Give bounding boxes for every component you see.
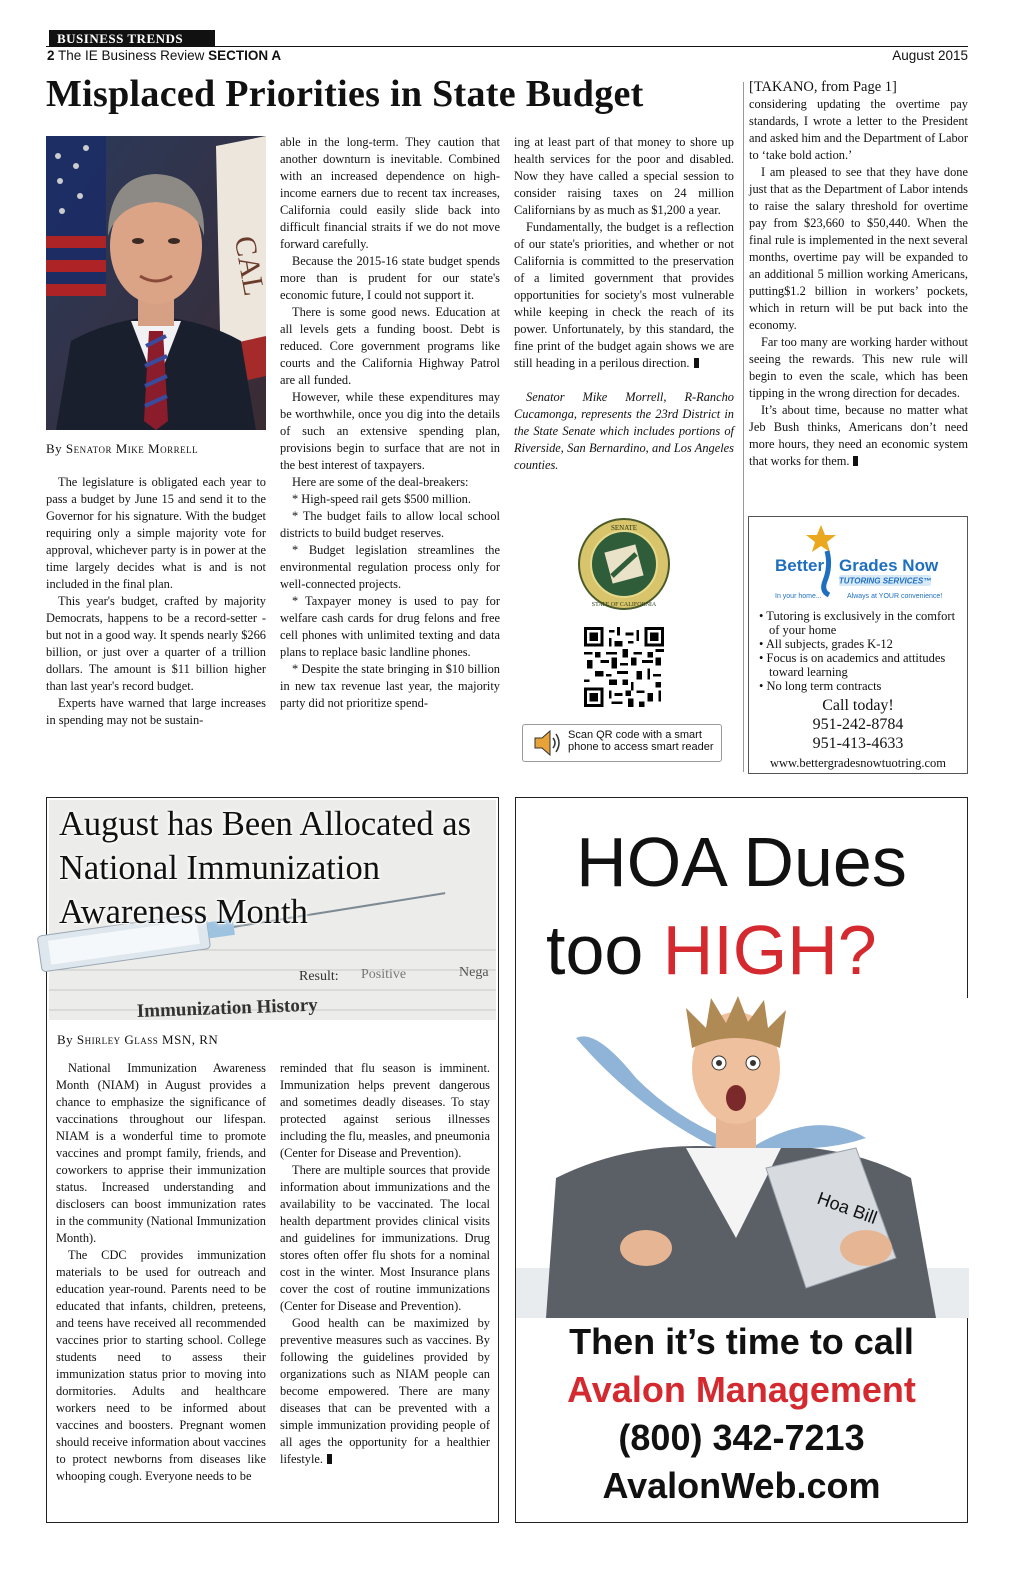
budget-byline: By Senator Mike Morrell [46, 441, 199, 456]
list-item: • No long term contracts [759, 679, 882, 693]
qr-caption: Scan QR code with a smart phone to access smart reader [568, 729, 714, 753]
svg-text:TUTORING SERVICES™: TUTORING SERVICES™ [838, 576, 932, 586]
end-mark [694, 358, 699, 368]
call-today: Call today! [822, 697, 894, 714]
svg-text:CAL: CAL [227, 233, 271, 299]
page-number: 2 [47, 48, 55, 63]
issue-date: August 2015 [892, 48, 968, 63]
website-link[interactable]: AvalonWeb.com [602, 1465, 881, 1506]
company-name: Avalon Management [567, 1369, 916, 1410]
author-name: Senator Mike Morrell [65, 441, 199, 456]
tutoring-ad[interactable] [748, 516, 968, 774]
end-mark [327, 1454, 332, 1464]
svg-text:Nega: Nega [459, 965, 489, 980]
svg-text:In your home...: In your home... [775, 593, 822, 600]
hoa-title-line2: too HIGH? [546, 911, 877, 989]
phone-number[interactable]: (800) 342-7213 [618, 1417, 865, 1458]
end-mark [853, 456, 858, 466]
list-item: • Tutoring is exclusively in the comfort of your home [759, 609, 956, 637]
list-item: • All subjects, grades K-12 [759, 637, 893, 651]
svg-text:STATE OF CALIFORNIA: STATE OF CALIFORNIA [591, 602, 657, 608]
speaker-icon [531, 728, 563, 758]
budget-column-3: ing at least part of that money to shore up health services for the poor and disabled. Now they have called a special session to consider raising taxes on 24 million Californians by as much as $1,200 a year. Fundamentally, the budget is a reflection of our state's priorities, and whether or not California is committed to the preservation of a limited government that provides opportunities for society's most vulnerable while keeping in check the reach of its power. Unfortunately, by this standard, the fine print of the budget again shows we are still heading in a perilous direction. Senator Mike Morrell, R-Rancho Cucamonga, represents the 23rd District in the State Senate which includes portions of Riverside, San Bernardino, and Los Angeles counties. [514, 135, 734, 472]
section-label: BUSINESS TRENDS [49, 30, 215, 46]
hoa-ad[interactable] [515, 797, 968, 1523]
budget-column-1: The legislature is obligated each year to pass a budget by June 15 and send it to the Governor for his signature. With the budget requiring only a simple majority vote for approval, whichever party is in power at the time largely decides what is and is not included in the final plan. This year's budget, crafted by majority Democrats, happens to be a record-setter - but not in a good way. It spends nearly $266 billion, or just over a quarter of a trillion dollars. The amount is $11 billion higher than last year's record budget. Experts have warned that large increases in spending may not be sustain- [46, 475, 266, 727]
better-grades-logo [769, 521, 949, 603]
tutor-bullet-list [757, 609, 963, 693]
article-headline: Misplaced Priorities in State Budget [46, 73, 644, 115]
immunization-article [46, 797, 499, 1523]
svg-text:Hoa Bill: Hoa Bill [814, 1187, 880, 1228]
immunization-title: August has Been Allocated as National Immunization Awareness Month [59, 805, 471, 931]
immunization-column-1: National Immunization Awareness Month (NIAM) in August provides a chance to emphasize the significance of vaccinations throughout our lifespan. NIAM is a wonderful time to promote vaccines and prompt family, friends, and coworkers to apprise their immunization status. Increased understanding and disclosers can boost immunization rates in the community (National Immunization Month). The CDC provides immunization materials to be used for outreach and education year-round. Parents need to be educated that infants, children, preteens, and teens have received all recommended vaccines prior to starting school. College students need to assess their immunization status prior to moving into dormitories. Adults and healthcare workers need to be informed about vaccines and boosters. Pregnant women should receive information about vaccines to protect newborns from diseases like whooping cough. Everyone needs to be [56, 1061, 266, 1483]
qr-code-icon[interactable] [584, 627, 664, 707]
senator-portrait-image [46, 136, 271, 430]
immunization-column-2: reminded that flu season is imminent. Immunization helps prevent dangerous and sometimes deadly diseases. To stay protected against serious illnesses including the flu, measles, and pneumonia (Center for Disease and Prevention). There are multiple sources that provide information about immunizations and the availability to be vaccinated. The local health department provides clinical visits and guidelines for immunizations. Drug stores often offer flu shots for a nominal cost in the winter. Most Insurance plans cover the cost of routine immunizations (Center for Disease and Prevention). Good health can be maximized by preventive measures such as vaccines. By following the guidelines provided by organizations such as NIAM people can become empowered. There are many diseases that can be prevented with a simple immunization providing people of all ages the opportunity for a healthier lifestyle. [280, 1061, 490, 1466]
budget-column-2: able in the long-term. They caution that another downturn is inevitable. Combined with an increased dependence on high-income earners due to recent tax increases, California could easily slide back into difficult financial straits if we do not move forward carefully. Because the 2015-16 state budget spends more than is prudent for our state's economic future, I could not support it. There is some good news. Education at all levels gets a funding boost. Debt is reduced. Core government programs like courts and the California Highway Patrol are all funded. However, while these expenditures may be worthwhile, once you dig into the details of such an extensive spending plan, provisions begin to surface that are not in the best interest of taxpayers. Here are some of the deal-breakers: * High-speed rail gets $500 million. * The budget fails to allow local school districts to build budget reserves. * Budget legislation streamlines the environmental regulation process only for well-connected projects. * Taxpayer money is used to pay for welfare cash cards for drug felons and free cell phones with unlimited texting and data plans to replace basic landline phones. * Despite the state bringing in $10 billion in new tax revenue last year, the majority party did not prioritize spend- [280, 135, 500, 710]
shocked-man-image [516, 998, 969, 1318]
svg-text:SENATE: SENATE [610, 524, 638, 532]
phone-number[interactable]: 951-413-4633 [812, 735, 904, 752]
header-folio [47, 48, 281, 63]
takano-continuation: [TAKANO, from Page 1] considering updating the overtime pay standards, I wrote a letter to the President and asked him and the Department of Labor to ‘take bold action.’ I am pleased to see that they have done just that as the Department of Labor intends to raise the salary threshold for overtime pay from $23,660 to $50,440. When the final rule is implemented in the next several months, overtime pay will be expanded to an additional 5 million working Americans, putting$1.2 billion in workers’ pockets, which in return will be put back into the economy. Far too many are working harder without seeing the rewards. This new rule will begin to even the scale, which has been tipping in the wrong direction for decades. It’s about time, because no matter what Jeb Bush thinks, Americans don’t need more hours, they need an economic system that works for them. [749, 79, 968, 468]
svg-text:Result:: Result: [299, 969, 339, 984]
phone-number[interactable]: 951-242-8784 [812, 716, 904, 733]
immunization-banner [49, 800, 496, 1020]
hoa-title-line1: HOA Dues [576, 823, 907, 901]
hoa-call-line: Then it’s time to call [569, 1321, 914, 1362]
immunization-byline: By Shirley Glass MSN, RN [57, 1032, 219, 1047]
california-senate-seal-icon [578, 518, 670, 610]
author-bio: Senator Mike Morrell, R-Rancho Cucamonga, represents the 23rd District in the State Senate which includes portions of Riverside, San Bernardino, and Los Angeles counties. [514, 390, 734, 472]
star-logo-icon [806, 525, 836, 552]
continued-label: [TAKANO, from Page 1] [749, 79, 897, 95]
section-name: SECTION A [208, 48, 282, 63]
svg-text:Immunization History: Immunization History [136, 994, 319, 1022]
svg-text:Positive: Positive [361, 967, 407, 982]
publication-name: The IE Business Review [58, 48, 205, 63]
svg-text:Better: Better [775, 556, 825, 575]
column-divider [743, 82, 744, 772]
header-rule [46, 46, 968, 47]
svg-text:Grades Now: Grades Now [839, 556, 939, 575]
website-link[interactable]: www.bettergradesnowtuotring.com [769, 756, 946, 770]
list-item: • Focus is on academics and attitudes toward learning [759, 651, 946, 679]
author-name: Shirley Glass [76, 1032, 159, 1047]
svg-text:Always at YOUR convenience!: Always at YOUR convenience! [847, 593, 943, 600]
senator-photo [46, 136, 271, 430]
